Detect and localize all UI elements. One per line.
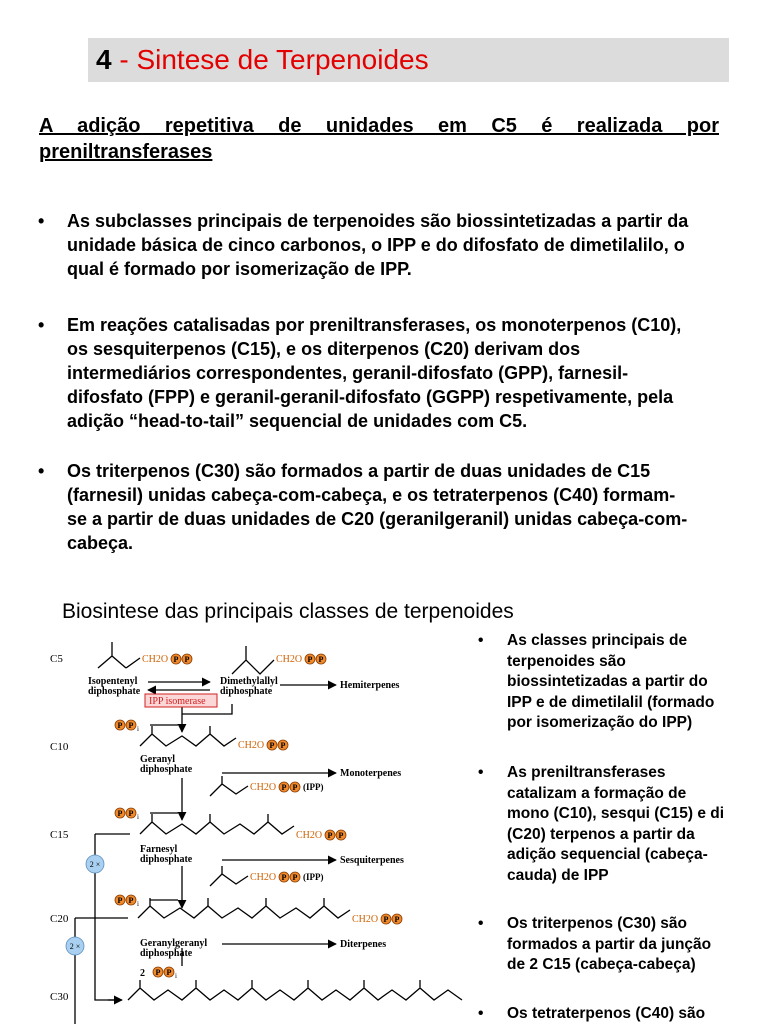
pp-ipp-add-2 xyxy=(279,872,300,882)
gpp-name-1: Geranyl xyxy=(140,754,175,765)
bullet-marker: • xyxy=(478,632,484,649)
product-monoterpenes: Monoterpenes xyxy=(340,768,402,779)
svg-text:P: P xyxy=(292,873,298,882)
side-bullet-2 xyxy=(476,763,766,887)
svg-text:P: P xyxy=(117,721,123,730)
bullet-line: As subclasses principais de terpenoides são biossintetizadas a partir da xyxy=(67,211,689,231)
bullet-marker: • xyxy=(38,315,45,335)
side-bullet-4 xyxy=(476,1004,766,1024)
label-c20: C20 xyxy=(50,913,69,925)
bullet-line: (farnesil) unidas cabeça-com-cabeça, e os tetraterpenos (C40) formam- xyxy=(67,485,676,505)
side-bullet-line: Os tetraterpenos (C40) são xyxy=(507,1005,706,1022)
side-bullet-line: formados a partir da junção xyxy=(507,935,712,953)
product-hemiterpenes: Hemiterpenes xyxy=(340,680,400,691)
side-bullet-line: As classes principais de xyxy=(507,632,688,649)
ppi-c30 xyxy=(153,967,174,977)
bullet-line: intermediários correspondentes, geranil-difosfato (GPP), farnesil- xyxy=(67,363,629,383)
side-bullet-line: biossintetizadas a partir do xyxy=(507,673,708,690)
svg-text:P: P xyxy=(128,721,134,730)
svg-text:P: P xyxy=(281,873,287,882)
ppi-1 xyxy=(115,720,136,730)
side-bullet-1 xyxy=(476,631,766,735)
fpp-name-1: Farnesyl xyxy=(140,844,178,855)
bullet-text xyxy=(67,209,738,281)
bullet-1 xyxy=(38,209,738,281)
dmapp-skeleton xyxy=(232,646,274,674)
badge-2x-c20-label: 2 × xyxy=(69,942,81,951)
svg-text:P: P xyxy=(292,783,298,792)
ggpp-skeleton xyxy=(138,898,350,918)
svg-text:P: P xyxy=(117,896,123,905)
bullet-marker: • xyxy=(478,915,484,932)
bullet-line: Em reações catalisadas por preniltransferases, os monoterpenos (C10), xyxy=(67,315,682,335)
ipp-skeleton xyxy=(98,642,140,668)
bullet-line: os sesquiterpenos (C15), e os diterpenos (C20) derivam dos xyxy=(67,339,581,359)
bullet-marker: • xyxy=(38,211,45,231)
svg-text:P: P xyxy=(281,783,287,792)
side-bullet-text xyxy=(507,631,765,734)
slide-title xyxy=(96,43,429,77)
ipp-name-1: Isopentenyl xyxy=(88,676,138,687)
svg-text:P: P xyxy=(338,831,344,840)
bullet-line: cabeça. xyxy=(67,533,134,553)
ch2o-gpp: CH2O xyxy=(238,740,265,751)
side-bullet-line: mono (C10), sesqui (C15) e di xyxy=(507,805,725,822)
ppi-3 xyxy=(115,895,136,905)
side-bullet-line: cauda) de IPP xyxy=(507,866,609,884)
svg-text:P: P xyxy=(307,655,313,664)
svg-text:P: P xyxy=(166,968,172,977)
ggpp-name-1: Geranylgeranyl xyxy=(140,938,208,949)
badge-2x-c15-label: 2 × xyxy=(89,860,101,869)
ggpp-name-2: diphosphate xyxy=(140,948,193,959)
ipp-addition-2 xyxy=(210,866,248,886)
side-bullet-line: As preniltransferases xyxy=(507,764,666,781)
svg-text:P: P xyxy=(184,655,190,664)
svg-text:P: P xyxy=(117,809,123,818)
figure-title: Biosintese das principais classes de terpenoides xyxy=(62,600,514,623)
dmapp-name-2: diphosphate xyxy=(220,686,273,697)
bullet-marker: • xyxy=(478,1005,484,1022)
pp-dmapp xyxy=(305,654,326,664)
title-label: - Sintese de Terpenoides xyxy=(111,44,429,75)
product-diterpenes: Diterpenes xyxy=(340,939,387,950)
svg-text:P: P xyxy=(318,655,324,664)
bullet-line: adição “head-to-tail” sequencial de unidades com C5. xyxy=(67,411,528,431)
ppi-subscript-1: i xyxy=(137,725,139,733)
ppi-2 xyxy=(115,808,136,818)
bullet-marker: • xyxy=(478,764,484,781)
side-bullet-text xyxy=(507,763,765,886)
pp-ipp-add-1 xyxy=(279,782,300,792)
gpp-name-2: diphosphate xyxy=(140,764,193,775)
ipp-tag-2: (IPP) xyxy=(303,872,324,882)
svg-text:P: P xyxy=(173,655,179,664)
label-c15: C15 xyxy=(50,829,69,841)
c30-skeleton xyxy=(128,980,462,1000)
side-bullet-3 xyxy=(476,914,766,976)
side-bullet-text xyxy=(507,1004,765,1025)
side-bullet-line: por isomerização do IPP) xyxy=(507,714,693,731)
bullet-text xyxy=(67,459,738,555)
svg-text:P: P xyxy=(383,915,389,924)
ch2o-fpp: CH2O xyxy=(296,830,323,841)
pp-ipp xyxy=(171,654,192,664)
ch2o-dmapp: CH2O xyxy=(276,654,303,665)
bullet-line: difosfato (FPP) e geranil-geranil-difosfato (GGPP) respetivamente, pela xyxy=(67,387,674,407)
fpp-skeleton xyxy=(140,814,294,834)
ch2o-ipp: CH2O xyxy=(142,654,169,665)
bullet-line: unidade básica de cinco carbonos, o IPP e do difosfato de dimetilalilo, o xyxy=(67,235,685,255)
product-sesquiterpenes: Sesquiterpenes xyxy=(340,855,404,866)
gpp-skeleton xyxy=(140,726,236,746)
ch2o-ipp-add-1: CH2O xyxy=(250,782,277,793)
svg-text:P: P xyxy=(128,896,134,905)
bullet-line: qual é formado por isomerização de IPP. xyxy=(67,259,412,279)
dmapp-name-1: Dimethylallyl xyxy=(220,676,278,687)
subtitle: A adição repetitiva de unidades em C5 é realizada por preniltransferases xyxy=(39,115,719,163)
two-count: 2 xyxy=(140,968,145,979)
bullet-3 xyxy=(38,459,738,555)
ppi-subscript-3: i xyxy=(137,900,139,908)
svg-text:P: P xyxy=(269,741,275,750)
pp-ggpp xyxy=(381,914,402,924)
bullet-text xyxy=(67,313,738,433)
terpenoid-biosynthesis-diagram xyxy=(0,628,470,1024)
side-bullet-line: (C20) terpenos a partir da xyxy=(507,825,695,843)
side-bullet-line: IPP e de dimetilalil (formado xyxy=(507,693,715,711)
ch2o-ipp-add-2: CH2O xyxy=(250,872,277,883)
side-bullet-line: catalizam a formação de xyxy=(507,784,687,802)
fpp-name-2: diphosphate xyxy=(140,854,193,865)
ppi-subscript-c30: i xyxy=(175,972,177,980)
pp-gpp xyxy=(267,740,288,750)
section-number: 4 xyxy=(96,44,112,75)
ipp-tag-1: (IPP) xyxy=(303,782,324,792)
enzyme-label: IPP isomerase xyxy=(149,696,206,707)
ipp-addition-1 xyxy=(210,776,248,796)
ppi-subscript-2: i xyxy=(137,813,139,821)
bullet-line: Os triterpenos (C30) são formados a partir de duas unidades de C15 xyxy=(67,461,651,481)
side-bullet-line: de 2 C15 (cabeça-cabeça) xyxy=(507,956,696,973)
side-bullet-line: Os triterpenos (C30) são xyxy=(507,915,688,932)
side-bullet-line: terpenoides são xyxy=(507,652,626,670)
bullet-2 xyxy=(38,313,738,433)
label-c5: C5 xyxy=(50,653,63,665)
bullet-marker: • xyxy=(38,461,45,481)
svg-text:P: P xyxy=(280,741,286,750)
pp-fpp xyxy=(325,830,346,840)
label-c30: C30 xyxy=(50,991,69,1003)
bullet-line: se a partir de duas unidades de C20 (geranilgeranil) unidas cabeça-com- xyxy=(67,509,688,529)
svg-text:P: P xyxy=(155,968,161,977)
svg-text:P: P xyxy=(327,831,333,840)
bracket-c20 xyxy=(75,918,128,1024)
side-bullet-line: adição sequencial (cabeça- xyxy=(507,846,708,863)
svg-text:P: P xyxy=(128,809,134,818)
ch2o-ggpp: CH2O xyxy=(352,914,379,925)
side-bullet-text xyxy=(507,914,765,976)
ipp-name-2: diphosphate xyxy=(88,686,141,697)
label-c10: C10 xyxy=(50,741,69,753)
svg-text:P: P xyxy=(394,915,400,924)
